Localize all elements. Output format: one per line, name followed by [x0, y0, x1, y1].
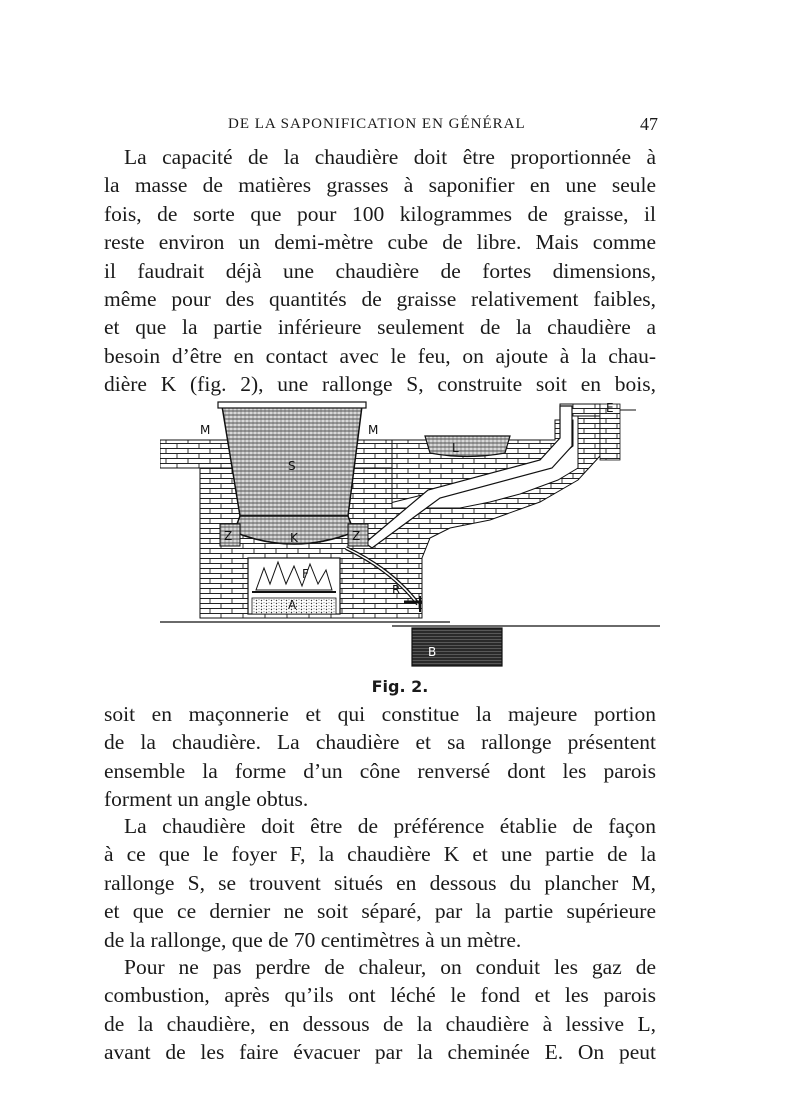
- page-header: [104, 116, 658, 138]
- figure-label: S: [288, 459, 296, 473]
- figure-label: B: [428, 645, 437, 659]
- figure-label: L: [452, 441, 459, 455]
- boiler-diagram: [160, 398, 660, 674]
- text-line: la masse de matières grasses à saponifier en une seule: [104, 173, 656, 198]
- paragraph-4: [104, 953, 656, 1067]
- text-line: avant de les faire évacuer par la cheminée E. On peut: [104, 1040, 656, 1065]
- figure-label: M: [200, 423, 211, 437]
- figure-label: Z: [352, 529, 361, 543]
- figure-label: R: [392, 583, 401, 597]
- text-line: même pour des quantités de graisse relativement faibles,: [104, 287, 656, 312]
- figure-saponification-boiler: [160, 398, 660, 674]
- figure-label: F: [302, 567, 309, 581]
- text-line: rallonge S, se trouvent situés en dessous du plancher M,: [104, 870, 656, 895]
- text-line: et que la partie inférieure seulement de la chaudière a: [104, 315, 656, 340]
- text-line: dière K (fig. 2), une rallonge S, construite soit en bois,: [104, 372, 656, 397]
- text-line: forment un angle obtus.: [104, 787, 309, 812]
- text-line: et que ce dernier ne soit séparé, par la partie supérieure: [104, 899, 656, 924]
- page-number: 47: [640, 114, 658, 134]
- figure-label: A: [288, 598, 297, 612]
- text-line: La chaudière doit être de préférence établie de façon: [124, 814, 656, 838]
- text-line: Pour ne pas perdre de chaleur, on conduit les gaz de: [124, 955, 656, 979]
- text-line: reste environ un demi-mètre cube de libre. Mais comme: [104, 230, 656, 255]
- text-line: à ce que le foyer F, la chaudière K et une partie de la: [104, 842, 656, 867]
- text-line: fois, de sorte que pour 100 kilogrammes de graisse, il: [104, 201, 656, 226]
- text-line: de la chaudière, en dessous de la chaudière à lessive L,: [104, 1011, 656, 1036]
- text-line: soit en maçonnerie et qui constitue la majeure portion: [104, 702, 656, 726]
- text-line: de la chaudière. La chaudière et sa rallonge présentent: [104, 730, 656, 755]
- paragraph-1: [104, 143, 656, 399]
- figure-label: E: [606, 401, 614, 415]
- text-line: besoin d’être en contact avec le feu, on ajoute à la chau-: [104, 343, 656, 368]
- figure-label: M: [368, 423, 379, 437]
- text-line: de la rallonge, que de 70 centimètres à un mètre.: [104, 927, 522, 952]
- paragraph-3: [104, 812, 656, 954]
- paragraph-2: [104, 700, 656, 814]
- figure-caption: Fig. 2.: [371, 677, 429, 696]
- text-line: La capacité de la chaudière doit être proportionnée à: [124, 145, 656, 169]
- text-line: combustion, après qu’ils ont léché le fond et les parois: [104, 983, 656, 1008]
- text-line: ensemble la forme d’un cône renversé dont les parois: [104, 758, 656, 783]
- figure-label: K: [290, 531, 298, 545]
- running-head: DE LA SAPONIFICATION EN GÉNÉRAL: [228, 116, 526, 132]
- figure-label: Z: [224, 529, 233, 543]
- text-line: il faudrait déjà une chaudière de fortes dimensions,: [104, 258, 656, 283]
